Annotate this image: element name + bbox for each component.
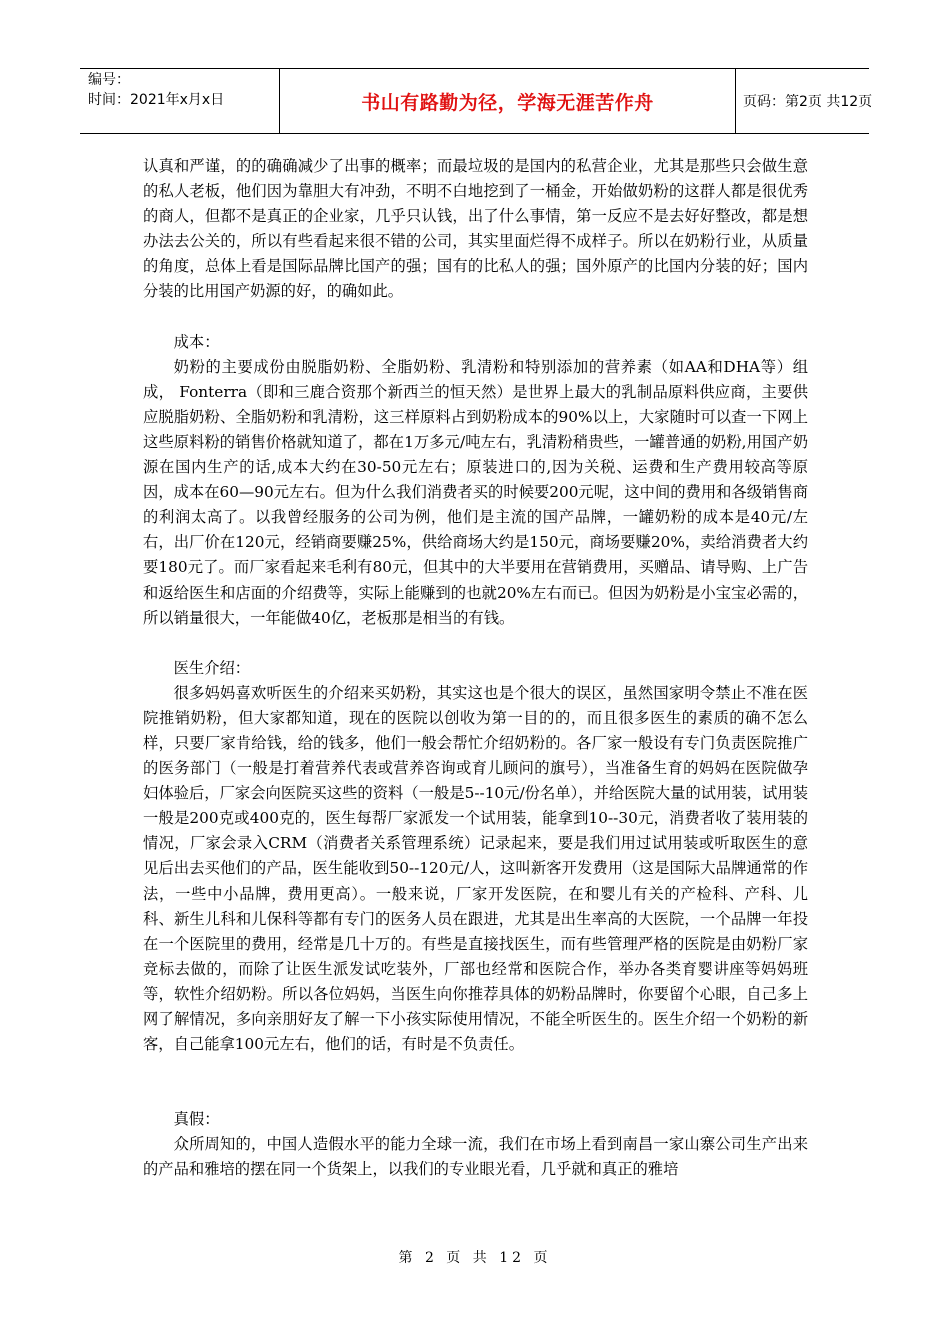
document-time-label: 时间：2021年x月x日	[88, 92, 225, 108]
page-header	[80, 68, 873, 134]
header-meta	[80, 69, 280, 133]
doctor-paragraph: 很多妈妈喜欢听医生的介绍来买奶粉，其实这也是个很大的误区，虽然国家明令禁止不准在医院推销奶粉，但大家都知道，现在的医院以创收为第一目的的，而且很多医生的素质的确不怎么样，只要厂家肯给钱，给的钱多，他们一般会帮忙介绍奶粉的。各厂家一般设有专门负责医院推广的医务部门（一般是打着营养代表或营养咨询或育儿顾问的旗号），当准备生育的妈妈在医院做孕妇体验后，厂家会向医院买这些的资料（一般是5--10元/份名单），并给医院大量的试用装，试用装一般是200克或400克的，医生每帮厂家派发一个试用装，能拿到10--30元，消费者收了装用装的情况，厂家会录入CRM（消费者关系管理系统）记录起来，要是我们用过试用装或听取医生的意见后出去买他们的产品，医生能收到50--120元/人，这叫新客开发费用（这是国际大品牌通常的作法，一些中小品牌，费用更高）。一般来说，厂家开发医院，在和婴儿有关的产检科、产科、儿科、新生儿科和儿保科等都有专门的医务人员在跟进，尤其是出生率高的大医院，一个品牌一年投在一个医院里的费用，经常是几十万的。有些是直接找医生，而有些管理严格的医院是由奶粉厂家竞标去做的，而除了让医生派发试吃装外，厂部也经常和医院合作，举办各类育婴讲座等妈妈班等，软性介绍奶粉。所以各位妈妈，当医生向你推荐具体的奶粉品牌时，你要留个心眼，自己多上网了解情况，多向亲朋好友了解一下小孩实际使用情况，不能全听医生的。医生介绍一个奶粉的新客，自己能拿100元左右，他们的话，有时是不负责任。	[143, 683, 808, 1054]
header-motto: 书山有路勤为径，学海无涯苦作舟	[280, 69, 736, 133]
paragraph-spacer	[143, 1057, 808, 1107]
header-page-info: 页码：第2页 共12页	[743, 94, 873, 110]
fake-paragraph: 众所周知的，中国人造假水平的能力全球一流，我们在市场上看到南昌一家山寨公司生产出来的产品和雅培的摆在同一个货架上，以我们的专业眼光看，几乎就和真正的雅培	[143, 1135, 808, 1179]
cost-paragraph: 奶粉的主要成份由脱脂奶粉、全脂奶粉、乳清粉和特别添加的营养素（如AA和DHA等）组成， Fonterra（即和三鹿合资那个新西兰的恒天然）是世界上最大的乳制品原料供应商，主要供应脱脂奶粉、全脂奶粉和乳清粉，这三样原料占到奶粉成本的90%以上，大家随时可以查一下网上这些原料粉的销售价格就知道了，都在1万多元/吨左右，乳清粉稍贵些，一罐普通的奶粉,用国产奶源在国内生产的话,成本大约在30-50元左右；原装进口的,因为关税、运费和生产费用较高等原因，成本在60—90元左右。但为什么我们消费者买的时候要200元呢，这中间的费用和各级销售商的利润太高了。以我曾经服务的公司为例，他们是主流的国产品牌，一罐奶粉的成本是40元/左右，出厂价在120元，经销商要赚25%，供给商场大约是150元，商场要赚20%，卖给消费者大约要180元了。而厂家看起来毛利有80元，但其中的大半要用在营销费用，买赠品、请导购、上广告和返给医生和店面的介绍费等，实际上能赚到的也就20%左右而已。但因为奶粉是小宝宝必需的，所以销量很大，一年能做40亿，老板那是相当的有钱。	[143, 357, 808, 627]
paragraph-spacer	[143, 631, 808, 656]
intro-paragraph: 认真和严谨，的的确确减少了出事的概率；而最垃圾的是国内的私营企业，尤其是那些只会做生意的私人老板，他们因为靠胆大有冲劲，不明不白地挖到了一桶金，开始做奶粉的这群人都是很优秀的商人，但都不是真正的企业家，几乎只认钱，出了什么事情，第一反应不是去好好整改，都是想办法去公关的，所以有些看起来很不错的公司，其实里面烂得不成样子。所以在奶粉行业，从质量的角度，总体上看是国际品牌比国产的强；国有的比私人的强；国外原产的比国内分装的好；国内分装的比用国产奶源的好，的确如此。	[143, 157, 808, 301]
document-number-label: 编号：	[88, 72, 130, 88]
page-footer: 第 2 页 共 12 页	[398, 1250, 552, 1266]
section-heading-cost: 成本：	[173, 332, 220, 351]
section-heading-fake: 真假：	[173, 1110, 220, 1129]
paragraph-spacer	[143, 305, 808, 330]
section-heading-doctor: 医生介绍：	[173, 658, 251, 677]
document-body	[143, 154, 808, 1182]
